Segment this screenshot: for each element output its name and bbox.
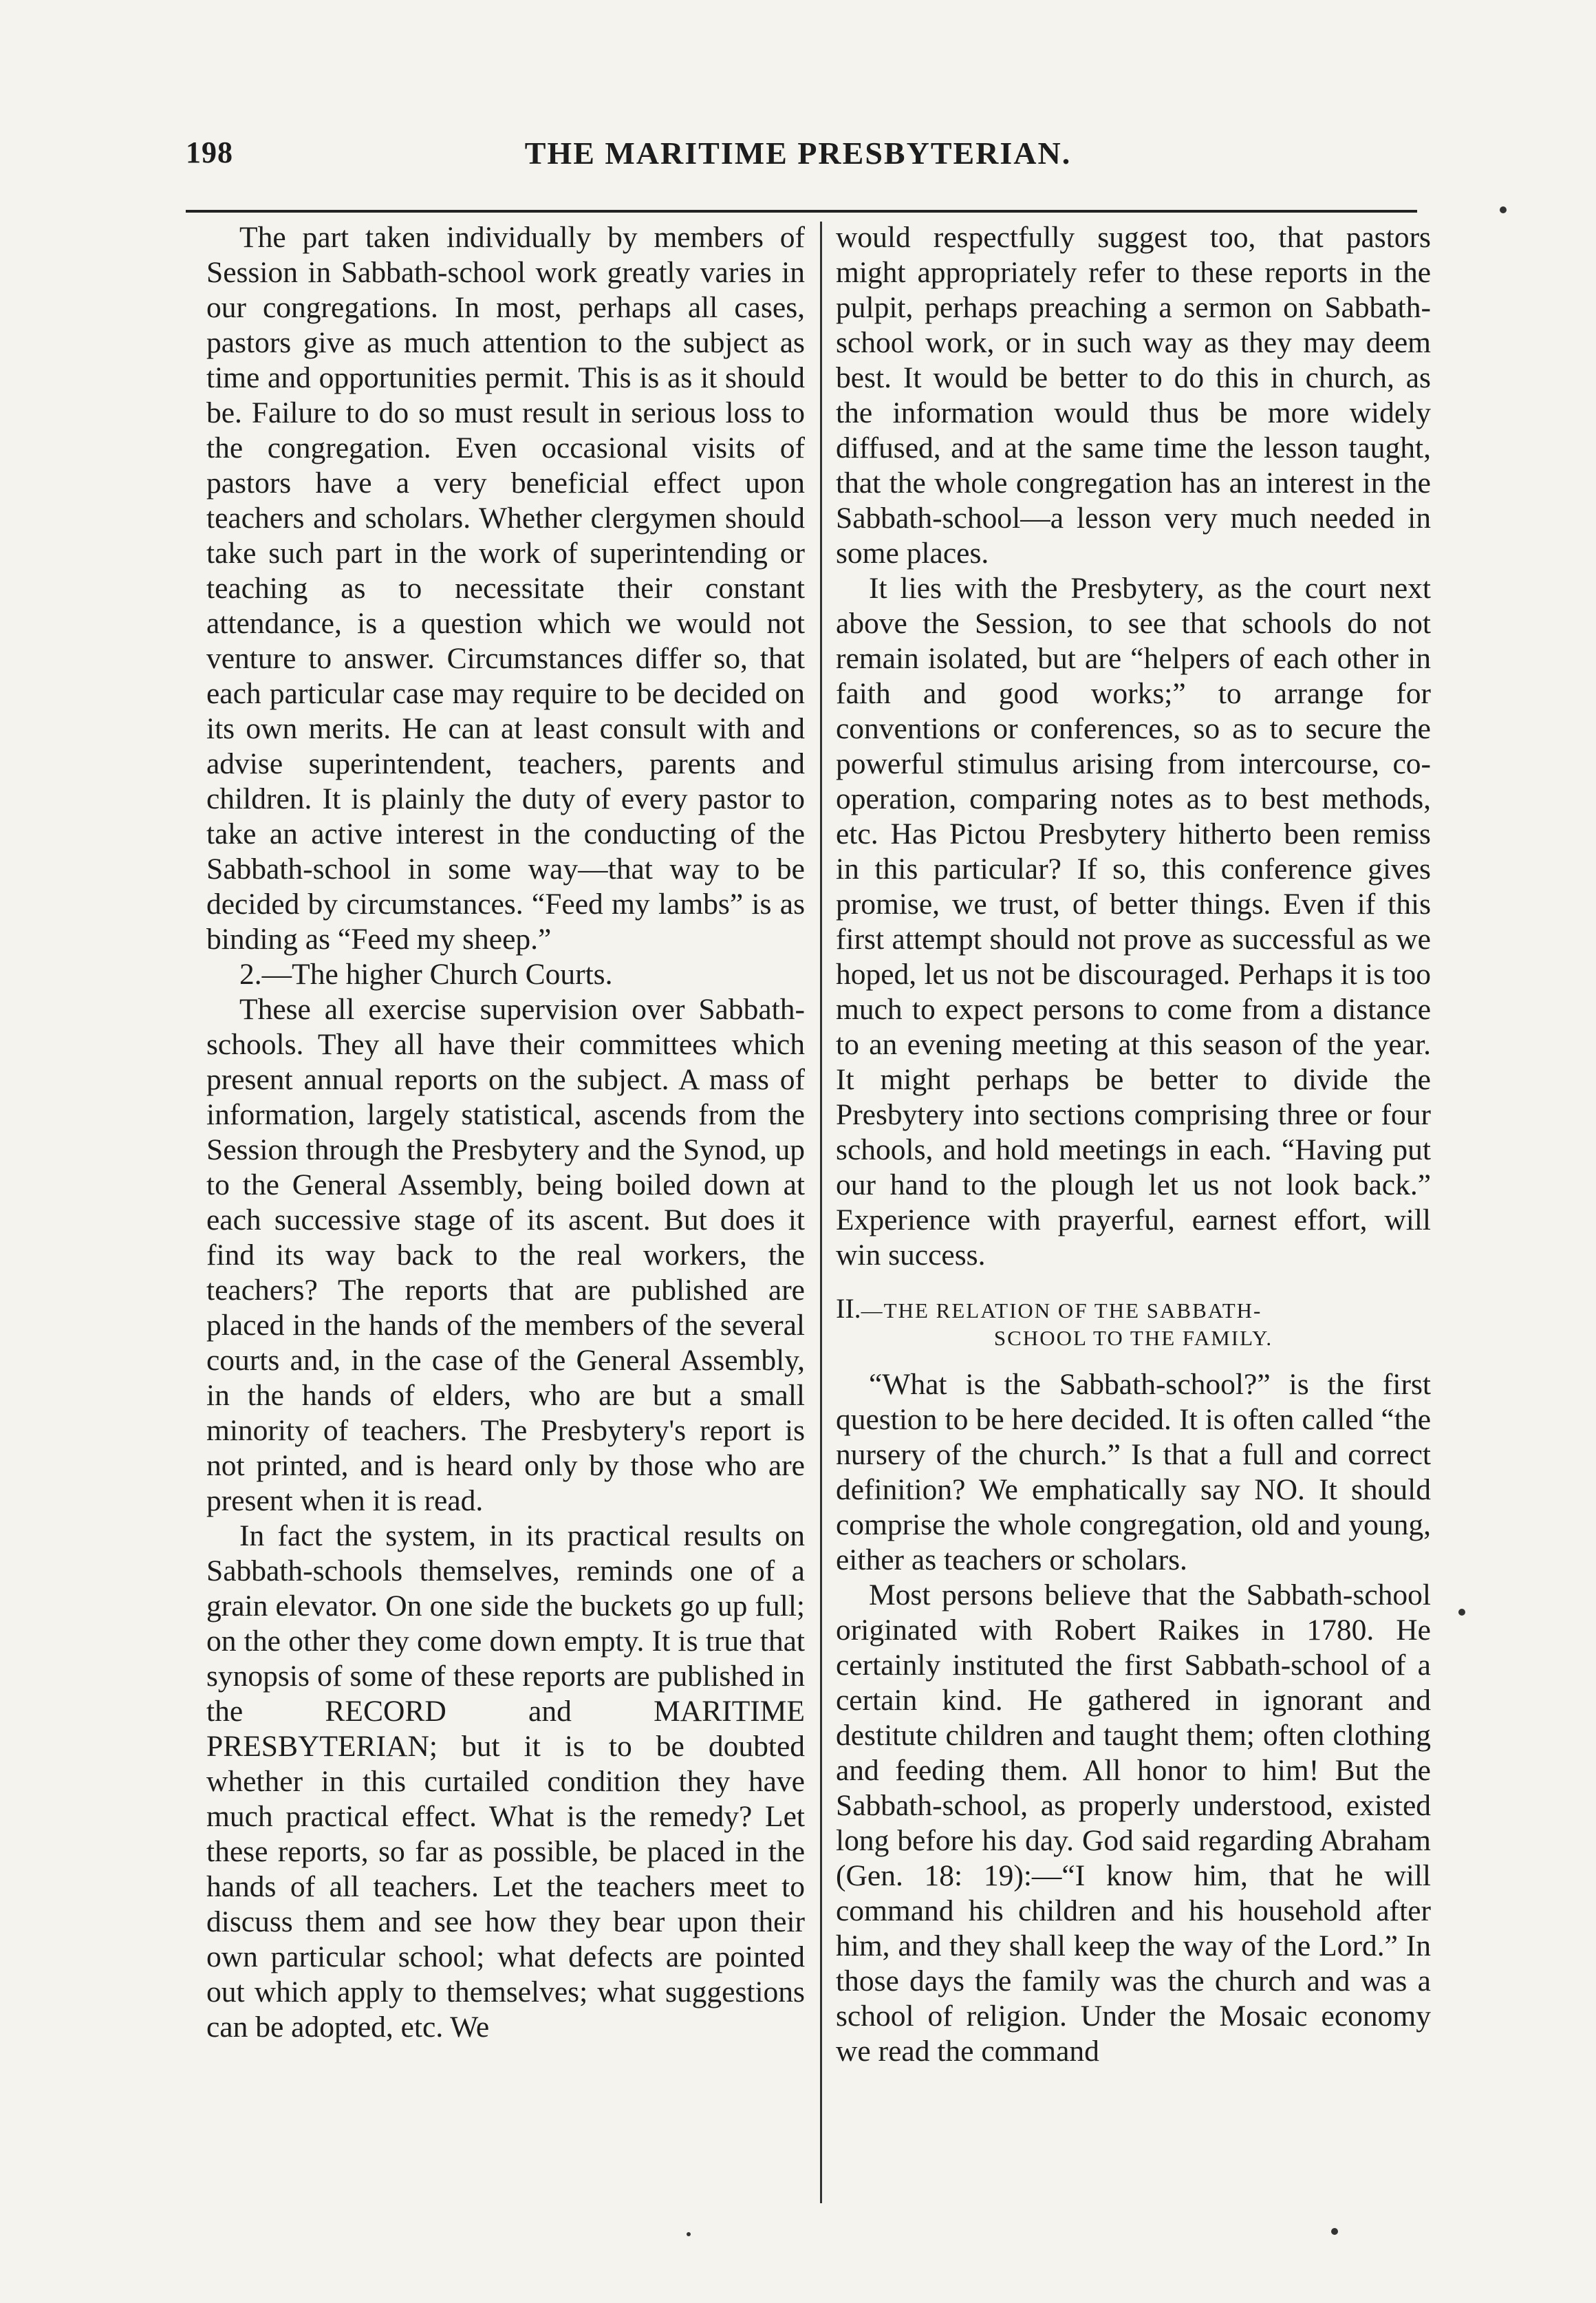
print-speck [1331,2228,1338,2235]
running-title: THE MARITIME PRESBYTERIAN. [524,136,1072,171]
header-rule [186,210,1417,213]
paragraph: The part taken individually by members of Session in Sabbath-school work greatly varies in our congregations. In most, perhaps all cases, pastors give as much attention to the subject as time and opportunities permit. This is as it should be. Failure to do so must result in serious loss to the congregation. Even occasional visits of pastors have a very beneficial effect upon teachers and scholars. Whether clergymen should take such part in the work of superintending or teaching as to necessitate their constant attendance, is a question which we would not venture to answer. Circumstances differ so, that each particular case may require to be decided on its own merits. He can at least consult with and advise superintendent, teachers, parents and children. It is plainly the duty of every pastor to take an active interest in the conducting of the Sabbath-school in some way—that way to be decided by circumstances. “Feed my lambs” is as binding as “Feed my sheep.” [206,221,805,956]
left-column [206,220,805,2202]
paragraph: It lies with the Presbytery, as the court next above the Session, to see that schools do not remain isolated, but are “helpers of each other in faith and good works;” to arrange for conventions or conferences, so as to secure the powerful stimulus arising from intercourse, co-operation, comparing notes as to best methods, etc. Has Pictou Presbytery hitherto been remiss in this particular? If so, this conference gives promise, we trust, of better things. Even if this first attempt should not prove as successful as we hoped, let us not be discouraged. Perhaps it is too much to expect persons to come from a distance to an evening meeting at this season of the year. It might perhaps be better to divide the Presbytery into sections comprising three or four schools, and hold meetings in each. “Having put our hand to the plough let us not look back.” Experience with prayerful, earnest effort, will win success. [836,572,1431,1272]
subheading: 2.—The higher Church Courts. [239,958,613,991]
section-title-line-1: —THE RELATION OF THE SABBATH- [861,1298,1262,1322]
paragraph: These all exercise supervision over Sabbath-schools. They all have their committees which present annual reports on the subject. A mass of information, largely statistical, ascends from the Session through the Presbytery and the Synod, up to the General Assembly, being boiled down at each successive stage of its ascent. But does it find its way back to the real workers, the teachers? The reports that are published are placed in the hands of the members of the several courts and, in the case of the General Assembly, in the hands of elders, who are but a small minority of teachers. The Presbytery's report is not printed, and is heard only by those who are present when it is read. [206,993,805,1517]
page-header [186,135,1410,197]
print-speck [687,2232,691,2236]
section-title-line-2: SCHOOL TO THE FAMILY. [993,1326,1273,1350]
section-heading [836,1295,1431,1352]
paragraph: “What is the Sabbath-school?” is the first question to be here decided. It is often called “the nursery of the church.” Is that a full and correct definition? We emphatically say NO. It should comprise the whole congregation, old and young, either as teachers or scholars. [836,1368,1431,1576]
right-column [836,220,1431,2202]
page-number: 198 [186,136,233,169]
section-number: II. [836,1293,861,1324]
paragraph: In fact the system, in its practical results on Sabbath-schools themselves, reminds one of a grain elevator. On one side the buckets go up full; on the other they come down empty. It is true that synopsis of some of these reports are published in the RECORD and MARITIME PRESBYTERIAN; but it is to be doubted whether in this curtailed condition they have much practical effect. What is the remedy? Let these reports, so far as possible, be placed in the hands of all teachers. Let the teachers meet to discuss them and see how they bear upon their own particular school; what defects are pointed out which apply to themselves; what suggestions can be adopted, etc. We [206,1519,805,2044]
column-divider [820,222,822,2203]
print-speck [1458,1609,1465,1616]
paragraph: would respectfully suggest too, that pastors might appropriately refer to these reports in the pulpit, perhaps preaching a sermon on Sabbath-school work, or in such way as they may deem best. It would be better to do this in church, as the information would thus be more widely diffused, and at the same time the lesson taught, that the whole congregation has an interest in the Sabbath-school—a lesson very much needed in some places. [836,221,1431,570]
print-speck [1500,206,1507,213]
paragraph: Most persons believe that the Sabbath-school originated with Robert Raikes in 1780. He certainly instituted the first Sabbath-school of a certain kind. He gathered in ignorant and destitute children and taught them; often clothing and feeding them. All honor to him! But the Sabbath-school, as properly understood, existed long before his day. God said regarding Abraham (Gen. 18: 19):—“I know him, that he will command his children and his household after him, and they shall keep the way of the Lord.” In those days the family was the church and was a school of religion. Under the Mosaic economy we read the command [836,1578,1431,2068]
